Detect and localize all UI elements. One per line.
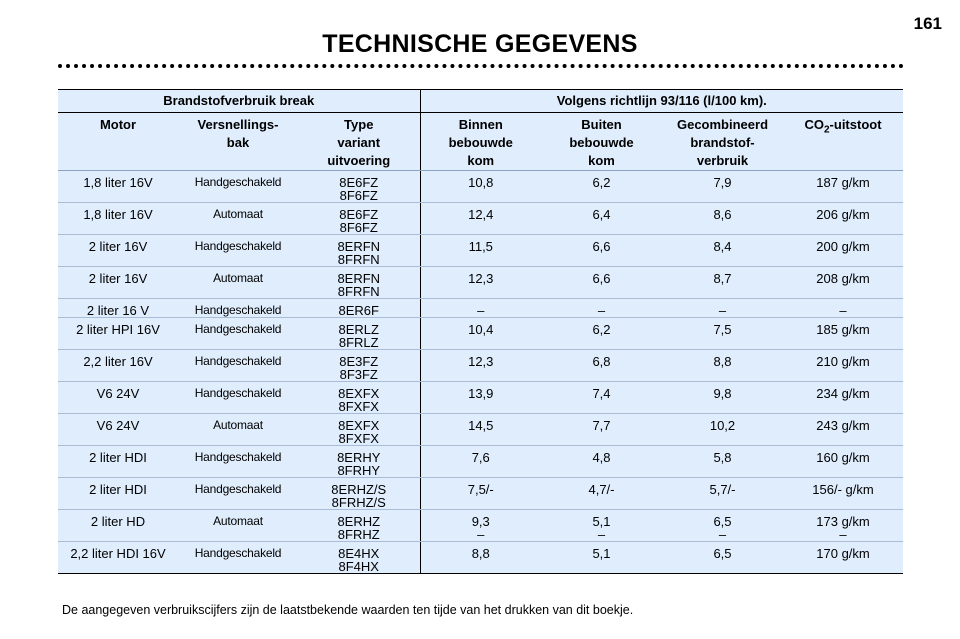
cell-urban: 12,3 (420, 350, 541, 382)
cell-type: 8EXFX 8FXFX (298, 414, 420, 446)
header-extra-urban: Buiten bebouwde kom (541, 113, 662, 171)
cell-urban: 13,9 (420, 382, 541, 414)
cell-type: 8E6FZ 8F6FZ (298, 203, 420, 235)
table-row (58, 318, 903, 350)
cell-combined: 5,7/- (662, 478, 783, 510)
cell-motor: 2 liter 16V (58, 267, 178, 299)
cell-urban: 8,8 (420, 542, 541, 574)
footnote: De aangegeven verbruikscijfers zijn de laatstbekende waarden ten tijde van het drukken van dit boekje. (62, 603, 634, 617)
dotted-divider (58, 64, 904, 68)
cell-combined: 9,8 (662, 382, 783, 414)
cell-motor: 2 liter 16V (58, 235, 178, 267)
cell-co2: 208 g/km (783, 267, 903, 299)
cell-urban: 7,6 (420, 446, 541, 478)
cell-urban: 7,5/- (420, 478, 541, 510)
header-co2-suffix: -uitstoot (829, 117, 882, 132)
cell-co2: – (783, 299, 903, 318)
page-number: 161 (913, 14, 942, 33)
table-group-header (58, 90, 903, 113)
header-combined: Gecombineerd brandstof- verbruik (662, 113, 783, 171)
cell-urban: 10,8 (420, 171, 541, 203)
cell-motor: V6 24V (58, 382, 178, 414)
cell-gearbox: Automaat (178, 203, 298, 235)
page-title: TECHNISCHE GEGEVENS (322, 30, 638, 58)
cell-type: 8ERHZ/S 8FRHZ/S (298, 478, 420, 510)
cell-combined: 8,6 (662, 203, 783, 235)
cell-co2: 160 g/km (783, 446, 903, 478)
cell-urban: – (420, 299, 541, 318)
cell-gearbox: Handgeschakeld (178, 350, 298, 382)
cell-motor: V6 24V (58, 414, 178, 446)
cell-extra-urban: 7,7 (541, 414, 662, 446)
cell-type: 8E3FZ 8F3FZ (298, 350, 420, 382)
cell-combined: 10,2 (662, 414, 783, 446)
cell-motor: 2 liter HPI 16V (58, 318, 178, 350)
cell-combined: 7,9 (662, 171, 783, 203)
cell-co2: 173 g/km – (783, 510, 903, 542)
cell-gearbox: Automaat (178, 414, 298, 446)
fuel-consumption-table (58, 89, 903, 574)
cell-motor: 2 liter 16 V (58, 299, 178, 318)
cell-combined: 6,5 – (662, 510, 783, 542)
cell-co2: 243 g/km (783, 414, 903, 446)
table-row (58, 382, 903, 414)
cell-type: 8ERHZ 8FRHZ (298, 510, 420, 542)
cell-extra-urban: 6,4 (541, 203, 662, 235)
cell-motor: 2 liter HDI (58, 478, 178, 510)
header-urban: Binnen bebouwde kom (420, 113, 541, 171)
cell-co2: 206 g/km (783, 203, 903, 235)
cell-combined: 8,8 (662, 350, 783, 382)
cell-combined: 8,7 (662, 267, 783, 299)
cell-gearbox: Handgeschakeld (178, 235, 298, 267)
cell-motor: 2,2 liter 16V (58, 350, 178, 382)
table-row (58, 267, 903, 299)
cell-urban: 12,4 (420, 203, 541, 235)
cell-type: 8ER6F (298, 299, 420, 318)
cell-type: 8ERFN 8FRFN (298, 267, 420, 299)
table-row (58, 510, 903, 542)
cell-gearbox: Handgeschakeld (178, 382, 298, 414)
cell-motor: 2 liter HDI (58, 446, 178, 478)
header-motor: Motor (58, 113, 178, 171)
cell-co2: 170 g/km (783, 542, 903, 574)
cell-gearbox: Handgeschakeld (178, 171, 298, 203)
cell-co2: 210 g/km (783, 350, 903, 382)
cell-combined: 8,4 (662, 235, 783, 267)
cell-motor: 1,8 liter 16V (58, 203, 178, 235)
cell-co2: 187 g/km (783, 171, 903, 203)
cell-extra-urban: 7,4 (541, 382, 662, 414)
cell-urban: 14,5 (420, 414, 541, 446)
cell-extra-urban: 6,6 (541, 267, 662, 299)
header-gearbox: Versnellings- bak (178, 113, 298, 171)
cell-extra-urban: 6,2 (541, 171, 662, 203)
table-row (58, 478, 903, 510)
table-row (58, 299, 903, 318)
cell-combined: 7,5 (662, 318, 783, 350)
cell-gearbox: Handgeschakeld (178, 478, 298, 510)
group-header-right: Volgens richtlijn 93/116 (l/100 km). (420, 90, 903, 113)
cell-gearbox: Automaat (178, 267, 298, 299)
cell-motor: 1,8 liter 16V (58, 171, 178, 203)
table-row (58, 446, 903, 478)
cell-combined: 5,8 (662, 446, 783, 478)
cell-gearbox: Handgeschakeld (178, 446, 298, 478)
header-type: Type variant uitvoering (298, 113, 420, 171)
cell-type: 8ERFN 8FRFN (298, 235, 420, 267)
cell-extra-urban: 6,8 (541, 350, 662, 382)
cell-extra-urban: – (541, 299, 662, 318)
table-column-header (58, 113, 903, 171)
table-row (58, 414, 903, 446)
cell-type: 8E6FZ 8F6FZ (298, 171, 420, 203)
cell-combined: 6,5 (662, 542, 783, 574)
cell-urban: 10,4 (420, 318, 541, 350)
header-co2-sub: 2 (823, 124, 830, 136)
cell-motor: 2,2 liter HDI 16V (58, 542, 178, 574)
cell-type: 8ERHY 8FRHY (298, 446, 420, 478)
cell-urban: 9,3 – (420, 510, 541, 542)
table-row (58, 350, 903, 382)
cell-co2: 200 g/km (783, 235, 903, 267)
cell-extra-urban: 6,6 (541, 235, 662, 267)
cell-gearbox: Automaat (178, 510, 298, 542)
group-header-left: Brandstofverbruik break (58, 90, 420, 113)
table-row (58, 235, 903, 267)
cell-urban: 12,3 (420, 267, 541, 299)
cell-co2: 185 g/km (783, 318, 903, 350)
table-row (58, 171, 903, 203)
table-row (58, 542, 903, 574)
cell-extra-urban: 5,1 (541, 542, 662, 574)
cell-type: 8E4HX 8F4HX (298, 542, 420, 574)
cell-gearbox: Handgeschakeld (178, 299, 298, 318)
cell-extra-urban: 5,1 – (541, 510, 662, 542)
cell-extra-urban: 6,2 (541, 318, 662, 350)
table-row (58, 203, 903, 235)
cell-co2: 156/- g/km (783, 478, 903, 510)
cell-gearbox: Handgeschakeld (178, 318, 298, 350)
cell-gearbox: Handgeschakeld (178, 542, 298, 574)
header-co2-prefix: CO (804, 117, 824, 132)
cell-extra-urban: 4,8 (541, 446, 662, 478)
cell-extra-urban: 4,7/- (541, 478, 662, 510)
cell-urban: 11,5 (420, 235, 541, 267)
cell-co2: 234 g/km (783, 382, 903, 414)
cell-type: 8ERLZ 8FRLZ (298, 318, 420, 350)
cell-motor: 2 liter HD (58, 510, 178, 542)
cell-type: 8EXFX 8FXFX (298, 382, 420, 414)
header-co2 (783, 113, 903, 171)
cell-combined: – (662, 299, 783, 318)
